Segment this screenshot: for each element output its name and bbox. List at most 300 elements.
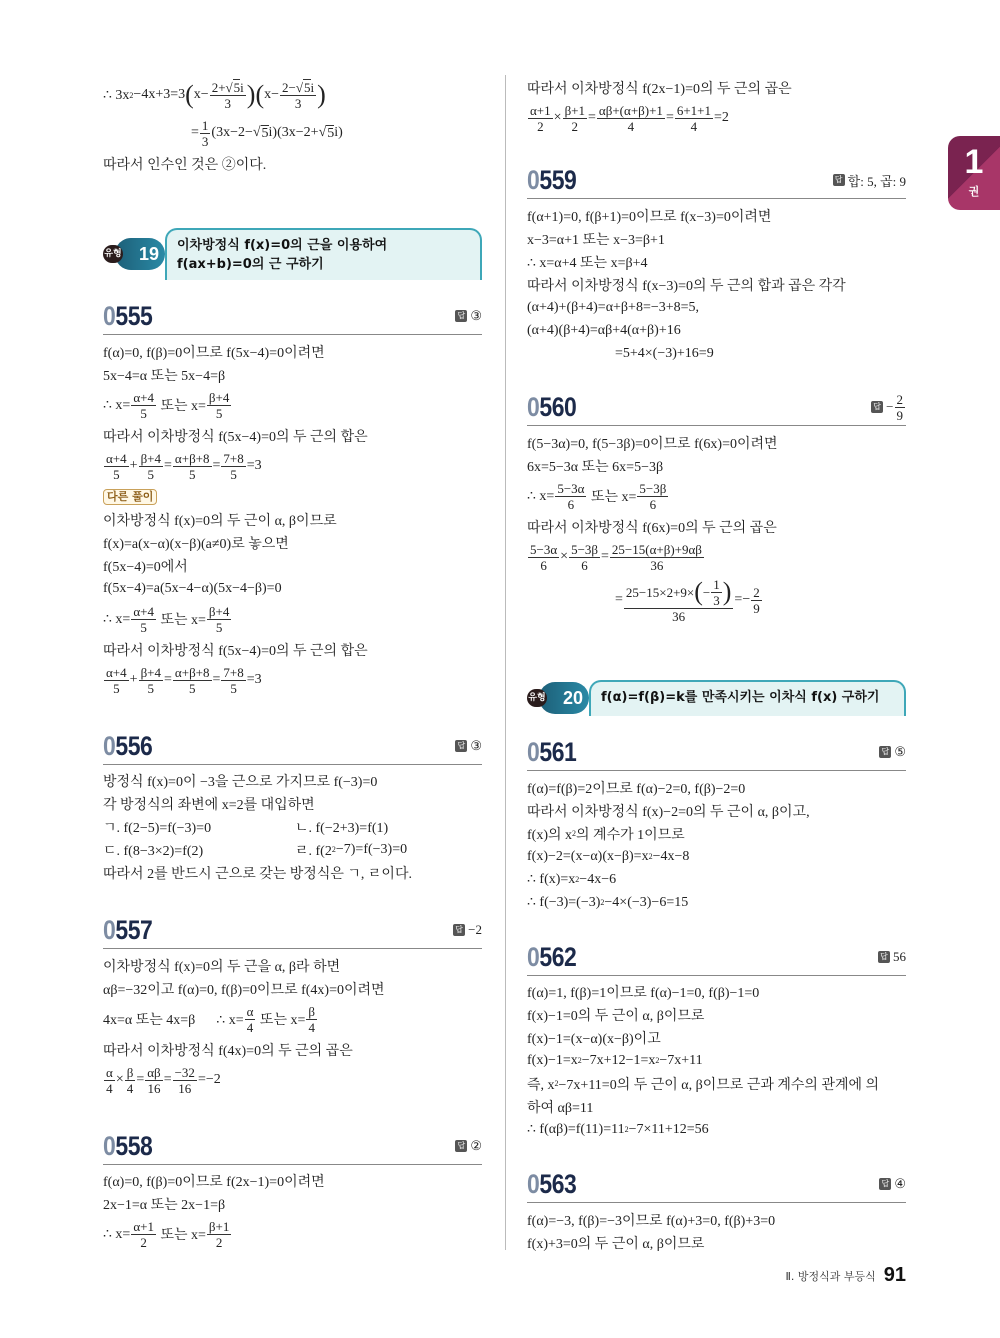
solution-line bbox=[527, 76, 907, 99]
math-text: 따라서 이차방정식 f(5x−4)=0의 두 근의 합은 bbox=[103, 643, 368, 659]
solution-line bbox=[103, 1038, 483, 1061]
choice-item bbox=[295, 840, 407, 860]
math-text: 또는 x= bbox=[156, 613, 206, 628]
denominator bbox=[230, 467, 237, 482]
exponent: 2 bbox=[575, 875, 580, 884]
numerator bbox=[131, 1219, 156, 1235]
solution-line bbox=[103, 424, 483, 447]
solution-line bbox=[527, 477, 907, 515]
problem-number bbox=[103, 301, 152, 332]
math-text: ㄹ. f(2 bbox=[295, 843, 332, 859]
math-text: 합: 5, 곱: 9 bbox=[847, 173, 906, 189]
math-text: 5 bbox=[113, 680, 120, 696]
numerator bbox=[610, 542, 704, 558]
math-text: − bbox=[886, 399, 894, 414]
math-text: β+4 bbox=[140, 450, 162, 466]
math-text: (α+4)(β+4)=αβ+4(α+β)+16 bbox=[527, 322, 681, 338]
fraction bbox=[245, 1004, 256, 1035]
fraction bbox=[131, 390, 156, 421]
math-text: 5 bbox=[140, 405, 147, 421]
problem-heading-0556 bbox=[103, 728, 482, 765]
solution-line bbox=[527, 99, 907, 137]
numerator bbox=[207, 390, 231, 406]
solution-line bbox=[527, 1072, 907, 1095]
math-text: =− bbox=[734, 592, 751, 607]
solution-line bbox=[103, 340, 483, 363]
math-text: 따라서 이차방정식 f(x−3)=0의 두 근의 합과 곱은 각각 bbox=[527, 278, 846, 294]
numerator bbox=[555, 481, 586, 497]
problem-number bbox=[527, 1169, 576, 1200]
fraction bbox=[139, 665, 163, 696]
problem-number-prefix: 0 bbox=[527, 941, 540, 972]
math-text: f(α)=f(β)=2이므로 f(α)−2=0, f(β)−2=0 bbox=[527, 781, 746, 797]
exponent: 2 bbox=[600, 898, 605, 907]
solution-line bbox=[103, 508, 483, 531]
numerator bbox=[200, 118, 211, 134]
solution-line bbox=[103, 1169, 483, 1192]
math-text: α bbox=[106, 1064, 113, 1080]
fraction bbox=[207, 390, 231, 421]
solution-line bbox=[527, 1118, 907, 1141]
math-text: αβ=−32이고 f(α)=0, f(β)=0이므로 f(4x)=0이려면 bbox=[103, 982, 385, 998]
solution-line bbox=[527, 227, 907, 250]
math-text: −4x−6 bbox=[579, 871, 617, 887]
numerator bbox=[104, 451, 129, 467]
denominator bbox=[106, 1081, 113, 1096]
denominator bbox=[147, 1081, 160, 1096]
type-label: 유형 bbox=[527, 689, 547, 707]
math-text: 4x=α 또는 4x=β ∴ x= bbox=[103, 1013, 244, 1028]
math-text: 7+8 bbox=[223, 664, 244, 680]
math-text: f(5−3α)=0, f(5−3β)=0이므로 f(6x)=0이려면 bbox=[527, 436, 778, 452]
fraction bbox=[173, 451, 212, 482]
math-text: 따라서 이차방정식 f(2x−1)=0의 두 근의 곱은 bbox=[527, 81, 792, 97]
math-text: αβ bbox=[147, 1064, 161, 1080]
math-text: α+4 bbox=[106, 450, 127, 466]
denominator bbox=[189, 681, 196, 696]
math-text: ③ bbox=[470, 738, 482, 753]
math-text: = bbox=[164, 458, 172, 473]
fraction bbox=[528, 103, 553, 134]
problem-number-prefix: 0 bbox=[103, 914, 116, 945]
math-text: 7+8 bbox=[223, 450, 244, 466]
denominator bbox=[140, 620, 147, 635]
problem-heading-0562 bbox=[527, 939, 906, 976]
problem-heading-0555 bbox=[103, 298, 482, 335]
problem-number bbox=[103, 731, 152, 762]
math-text: f(α)=0, f(β)=0이므로 f(2x−1)=0이려면 bbox=[103, 1174, 325, 1190]
math-text: f(α)=−3, f(β)=−3이므로 f(α)+3=0, f(β)+3=0 bbox=[527, 1213, 776, 1229]
math-text: 6 bbox=[581, 557, 588, 573]
numerator bbox=[221, 451, 245, 467]
exponent: 2 bbox=[624, 1125, 629, 1134]
math-text: 2+ bbox=[211, 79, 226, 95]
problem-number-rest: 557 bbox=[115, 914, 153, 945]
problem-heading-0561 bbox=[527, 734, 906, 771]
math-text: 5 bbox=[147, 680, 155, 696]
numerator bbox=[675, 103, 713, 119]
denominator bbox=[572, 119, 579, 134]
solution-line bbox=[527, 538, 907, 576]
denominator bbox=[650, 558, 663, 573]
math-text: −7×11+12=56 bbox=[628, 1121, 709, 1137]
denominator bbox=[113, 681, 120, 696]
math-text: −4×(−3)−6=15 bbox=[604, 894, 689, 910]
problem-number-rest: 558 bbox=[115, 1130, 153, 1161]
math-text: 3 bbox=[294, 96, 302, 111]
math-text: f(x)+3=0의 두 근이 α, β이므로 bbox=[527, 1236, 705, 1252]
numerator bbox=[210, 79, 246, 96]
fraction bbox=[711, 577, 722, 608]
math-text: f(x)−1=x bbox=[527, 1052, 578, 1068]
solution-line bbox=[103, 76, 483, 114]
math-text: ㄱ. f(2−5)=f(−3)=0 bbox=[103, 820, 212, 836]
denominator bbox=[202, 134, 209, 149]
continued-solution-0558 bbox=[527, 76, 907, 137]
math-text: α+4 bbox=[106, 664, 127, 680]
problem-number-prefix: 0 bbox=[527, 736, 540, 767]
problem-number-rest: 559 bbox=[539, 164, 577, 195]
math-text: β+4 bbox=[208, 603, 230, 619]
solution-line bbox=[527, 296, 907, 319]
problem-heading-0563 bbox=[527, 1166, 906, 1203]
solution-line bbox=[103, 769, 483, 792]
answer-icon: 답 bbox=[455, 310, 467, 322]
numerator bbox=[207, 604, 231, 620]
solution-0557 bbox=[103, 954, 483, 1099]
math-text: f(x)−1=(x−α)(x−β)이고 bbox=[527, 1031, 661, 1047]
math-text: x−3=α+1 또는 x−3=β+1 bbox=[527, 232, 665, 248]
radicand: 5 bbox=[304, 80, 311, 95]
numerator bbox=[637, 481, 668, 497]
math-text: + bbox=[129, 458, 138, 473]
math-text: 방정식 f(x)=0이 −3을 근으로 가지므로 f(−3)=0 bbox=[103, 774, 378, 790]
numerator bbox=[173, 451, 212, 467]
numerator bbox=[139, 665, 163, 681]
answer bbox=[833, 171, 906, 190]
parenthesis: ) bbox=[722, 577, 732, 606]
solution-line bbox=[103, 114, 483, 152]
problem-number-rest: 556 bbox=[115, 730, 153, 761]
math-text: −32 bbox=[174, 1064, 195, 1080]
solution-line bbox=[103, 600, 483, 638]
solution-line bbox=[103, 577, 483, 600]
answer bbox=[879, 1176, 906, 1192]
math-text: ∴ x= bbox=[527, 488, 555, 504]
math-text: 5 bbox=[230, 680, 237, 696]
math-text: + bbox=[129, 672, 138, 687]
math-text: i) bbox=[334, 125, 343, 140]
math-text: 따라서 이차방정식 f(5x−4)=0의 두 근의 합은 bbox=[103, 429, 368, 445]
math-text: 5−3β bbox=[639, 480, 667, 496]
math-text: α+1 bbox=[133, 1218, 154, 1234]
solution-line bbox=[103, 1192, 483, 1215]
denominator bbox=[628, 119, 635, 134]
sqrt-sign: √ bbox=[295, 79, 304, 95]
numerator bbox=[528, 542, 559, 558]
math-text: f(x)−2=(x−α)(x−β)=x bbox=[527, 848, 649, 864]
numerator bbox=[104, 1065, 115, 1081]
math-text: 또는 x= bbox=[156, 399, 206, 414]
math-text: 2 bbox=[537, 118, 544, 134]
math-text: f(α)=0, f(β)=0이므로 f(5x−4)=0이려면 bbox=[103, 345, 325, 361]
math-text: ∴ x= bbox=[103, 1226, 131, 1242]
solution-line bbox=[527, 1095, 907, 1118]
math-text: 따라서 인수인 것은 ②이다. bbox=[103, 157, 267, 173]
radicand: 5 bbox=[327, 125, 335, 141]
math-text: f(x)=a(x−α)(x−β)(a≠0)로 놓으면 bbox=[103, 536, 289, 552]
math-text: 2− bbox=[282, 79, 296, 95]
fraction bbox=[221, 451, 245, 482]
solution-line bbox=[527, 1231, 907, 1254]
math-text: ⑤ bbox=[894, 744, 906, 759]
denominator bbox=[113, 467, 120, 482]
denominator bbox=[148, 467, 155, 482]
numerator bbox=[306, 1004, 317, 1020]
math-text: f(x)−1=0의 두 근이 α, β이므로 bbox=[527, 1008, 705, 1024]
math-text: = bbox=[136, 1072, 145, 1087]
math-text: 또는 x= bbox=[156, 1228, 206, 1243]
math-text: 2 bbox=[753, 584, 760, 600]
solution-0556 bbox=[103, 769, 483, 884]
choice-item bbox=[103, 840, 295, 860]
math-text: = bbox=[601, 549, 609, 564]
math-text: 즉, x bbox=[527, 1077, 555, 1093]
problem-number-prefix: 0 bbox=[527, 164, 540, 195]
denominator bbox=[216, 406, 223, 421]
solution-0558 bbox=[103, 1169, 483, 1253]
fraction bbox=[210, 79, 246, 111]
math-text: 36 bbox=[672, 608, 686, 624]
problem-number bbox=[527, 165, 576, 196]
solution-line bbox=[103, 661, 483, 699]
math-text: (3x−2− bbox=[211, 125, 253, 140]
math-text: 2 bbox=[215, 1234, 223, 1250]
math-text: f(5x−4)=a(5x−4−α)(5x−4−β)=0 bbox=[103, 580, 282, 596]
math-text: −2 bbox=[468, 922, 482, 937]
solution-line bbox=[103, 977, 483, 1000]
solution-line bbox=[103, 861, 483, 884]
problem-number-prefix: 0 bbox=[103, 1130, 116, 1161]
denominator bbox=[753, 601, 760, 616]
math-text: × bbox=[115, 1072, 124, 1087]
denominator bbox=[189, 467, 196, 482]
math-text: f(α+1)=0, f(β+1)=0이므로 f(x−3)=0이려면 bbox=[527, 209, 772, 225]
radicand: 5 bbox=[233, 80, 241, 95]
fraction bbox=[173, 1065, 197, 1096]
solution-line bbox=[527, 204, 907, 227]
denominator bbox=[295, 96, 302, 111]
math-text: i bbox=[240, 79, 244, 95]
answer-icon: 답 bbox=[455, 740, 467, 752]
fraction bbox=[597, 103, 665, 134]
denominator bbox=[127, 1081, 134, 1096]
denominator bbox=[247, 1020, 254, 1035]
volume-number: 1 bbox=[964, 143, 984, 181]
choice-item bbox=[103, 817, 295, 837]
denominator bbox=[897, 408, 904, 423]
math-text: 5−3β bbox=[571, 541, 599, 557]
denominator bbox=[568, 497, 575, 512]
math-text: 또는 x= bbox=[256, 1013, 306, 1028]
page-footer bbox=[785, 1264, 906, 1287]
exponent: 2 bbox=[655, 1056, 660, 1065]
math-text: α bbox=[246, 1003, 254, 1019]
choice-item bbox=[295, 817, 388, 837]
answer-icon: 답 bbox=[871, 401, 883, 413]
denominator bbox=[148, 681, 155, 696]
numerator bbox=[280, 79, 316, 96]
solution-line bbox=[527, 845, 907, 868]
solution-line bbox=[103, 1215, 483, 1253]
problem-number-rest: 560 bbox=[539, 391, 577, 422]
math-text: 36 bbox=[650, 557, 664, 573]
math-text: −7)=f(−3)=0 bbox=[335, 841, 408, 857]
parenthesis: ( bbox=[255, 80, 265, 109]
solution-line bbox=[103, 1000, 483, 1038]
parenthesis: ) bbox=[317, 80, 326, 109]
numerator bbox=[139, 451, 163, 467]
math-text: 따라서 이차방정식 f(x)−2=0의 두 근이 α, β이고, bbox=[527, 804, 810, 820]
solution-line bbox=[527, 454, 907, 477]
math-text: 16 bbox=[147, 1080, 161, 1096]
exponent: 2 bbox=[648, 852, 653, 861]
fraction bbox=[306, 1004, 317, 1035]
solution-line bbox=[103, 838, 483, 861]
math-text: = bbox=[163, 1072, 172, 1087]
fraction bbox=[751, 585, 762, 616]
numerator bbox=[104, 665, 129, 681]
type-title-line: 이차방정식 f(x)=0의 근을 이용하여 bbox=[177, 238, 388, 253]
solution-line bbox=[527, 1003, 907, 1026]
fraction bbox=[610, 542, 704, 573]
answer-icon: 답 bbox=[455, 1140, 467, 1152]
fraction bbox=[145, 1065, 162, 1096]
fraction bbox=[624, 577, 734, 624]
answer-icon: 답 bbox=[453, 924, 465, 936]
numerator bbox=[131, 604, 156, 620]
math-text: ∴ f(αβ)=f(11)=11 bbox=[527, 1122, 625, 1137]
type-title-line: f(ax+b)=0의 근 구하기 bbox=[177, 257, 324, 272]
solution-line bbox=[527, 891, 907, 914]
problem-number-prefix: 0 bbox=[527, 391, 540, 422]
solution-line bbox=[527, 250, 907, 273]
type-label: 유형 bbox=[103, 245, 123, 263]
math-text: 4 bbox=[246, 1019, 254, 1035]
solution-line bbox=[527, 1049, 907, 1072]
math-text: 5−3α bbox=[557, 480, 585, 496]
math-text: − bbox=[702, 584, 711, 600]
math-text: i)(3x−2+ bbox=[268, 125, 319, 140]
solution-line bbox=[527, 799, 907, 822]
solution-line bbox=[103, 954, 483, 977]
exponent: 2 bbox=[577, 1056, 582, 1065]
math-text: × bbox=[553, 110, 562, 125]
math-text: (α+4)+(β+4)=α+β+8=−3+8=5, bbox=[527, 299, 700, 315]
denominator bbox=[224, 96, 231, 111]
math-text: =3 bbox=[246, 458, 262, 473]
solution-line bbox=[103, 1061, 483, 1099]
solution-line bbox=[103, 152, 483, 175]
math-text: x− bbox=[193, 87, 209, 102]
fraction bbox=[280, 79, 316, 111]
answer bbox=[455, 308, 482, 324]
denominator bbox=[140, 1235, 147, 1250]
numerator bbox=[563, 103, 587, 119]
math-text: 5 bbox=[188, 466, 196, 482]
math-text: = bbox=[588, 110, 596, 125]
math-text: α+β+8 bbox=[174, 664, 210, 680]
math-text: 3 bbox=[224, 96, 231, 111]
problem-heading-0559 bbox=[527, 162, 906, 199]
solution-line bbox=[103, 792, 483, 815]
numerator bbox=[145, 1065, 162, 1081]
denominator bbox=[140, 406, 147, 421]
radicand: 5 bbox=[261, 125, 269, 141]
problem-number bbox=[527, 942, 576, 973]
math-text: 5−3α bbox=[530, 541, 558, 557]
fraction bbox=[675, 103, 713, 134]
answer bbox=[455, 1138, 482, 1154]
math-text: 1 bbox=[713, 576, 720, 592]
answer-icon: 답 bbox=[878, 951, 890, 963]
solution-line bbox=[527, 342, 907, 365]
answer bbox=[878, 949, 906, 965]
math-text: ∴ f(x)=x bbox=[527, 872, 576, 887]
math-text: ∴ x=α+4 또는 x=β+4 bbox=[527, 255, 648, 271]
denominator bbox=[537, 119, 544, 134]
math-text: 5 bbox=[188, 680, 196, 696]
math-text: 6 bbox=[567, 496, 575, 512]
numerator bbox=[528, 103, 553, 119]
fraction bbox=[555, 481, 586, 512]
denominator bbox=[691, 119, 698, 134]
math-text: 4 bbox=[126, 1080, 134, 1096]
fraction bbox=[221, 665, 245, 696]
fraction bbox=[207, 1219, 231, 1250]
problem-number-prefix: 0 bbox=[103, 300, 116, 331]
problem-number-rest: 555 bbox=[115, 300, 153, 331]
solution-line bbox=[103, 554, 483, 577]
math-text: = bbox=[212, 672, 221, 687]
numerator bbox=[173, 665, 212, 681]
denominator bbox=[540, 558, 547, 573]
solution-line bbox=[527, 868, 907, 891]
exponent: 2 bbox=[572, 829, 577, 838]
fraction bbox=[528, 542, 559, 573]
numerator bbox=[207, 1219, 231, 1235]
solution-line bbox=[103, 638, 483, 661]
math-text: 6 bbox=[649, 496, 657, 512]
denominator bbox=[216, 1235, 223, 1250]
math-text: 3 bbox=[201, 133, 209, 149]
math-text: α+1 bbox=[530, 102, 551, 118]
exponent: 2 bbox=[554, 1079, 559, 1088]
solution-0560 bbox=[527, 431, 907, 624]
math-text: 따라서 2를 반드시 근으로 갖는 방정식은 ㄱ, ㄹ이다. bbox=[103, 866, 412, 882]
fraction bbox=[637, 481, 668, 512]
fraction bbox=[895, 392, 906, 423]
math-text: 9 bbox=[896, 407, 903, 423]
problem-heading-0558 bbox=[103, 1128, 482, 1165]
type-number: 19 bbox=[115, 238, 165, 270]
math-text: 16 bbox=[178, 1080, 192, 1096]
math-text: 5 bbox=[215, 619, 223, 635]
solution-0559 bbox=[527, 204, 907, 365]
sqrt-sign: √ bbox=[225, 79, 233, 95]
denominator bbox=[308, 1020, 315, 1035]
math-text: ③ bbox=[470, 308, 482, 323]
